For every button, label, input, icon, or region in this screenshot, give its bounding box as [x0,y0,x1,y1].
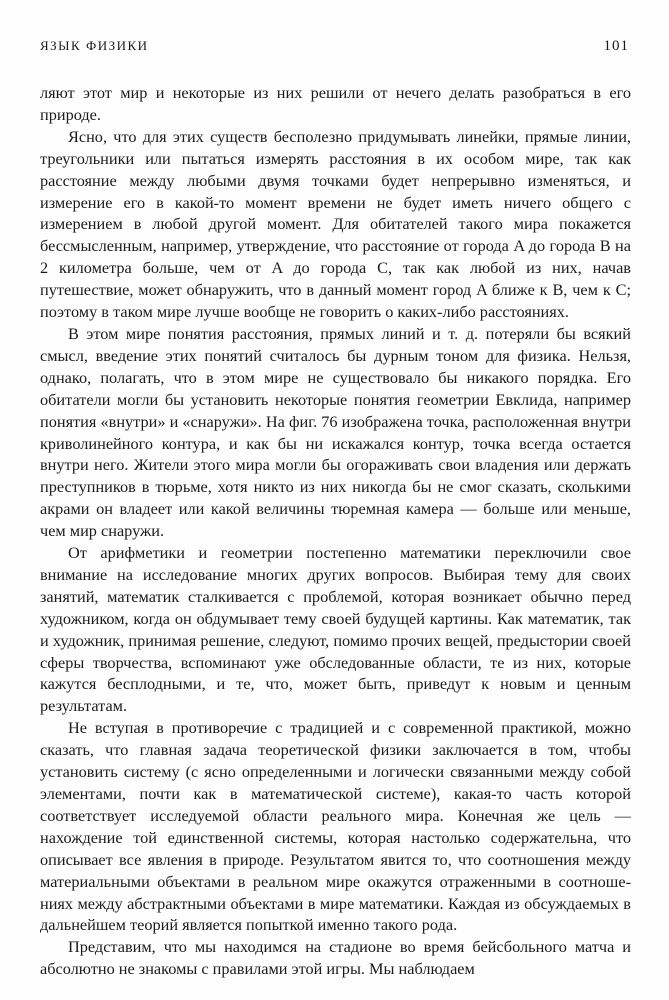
body-text [40,82,631,980]
running-title: ЯЗЫК ФИЗИКИ [40,38,149,53]
paragraph: От арифметики и геометрии постепенно математики переключили свое внимание на исследование многих других вопросов. Выбирая тему для своих занятий, математик сталкивается с проблемой, которая возникает обычно перед художником, когда он обдумывает тему своей будущей картины. Как математик, так и художник, принимая решение, следуют, помимо прочих вещей, предыстории своей сферы творчества, вспоминают уже обследованные области, те из них, которые кажутся бесплодными, и те, что, может быть, приведут к новым и ценным результатам. [40,543,631,716]
page-number: 101 [603,38,629,54]
running-head [40,38,631,68]
paragraph: Не вступая в противоречие с традицией и с современной практикой, можно сказать, что главная задача теоретической физики заключается в том, чтобы установить систему (с ясно определенными и логически связанными между собой элементами, почти как в математической системе), какая-то часть которой соответствует исследуемой области реального мира. Конечная же цель — нахождение той единственной системы, которая настолько содержательна, что описывает все явления в природе. Результатом явится то, что соотношения между материальными объектами в реальном мире окажутся отраженными в соотношениях между абстрактными объектами в мире математики. Каждая из обсуждаемых в дальнейшем теорий является попыткой именно такого рода. [40,718,631,935]
paragraph: В этом мире понятия расстояния, прямых линий и т. д. потеряли бы всякий смысл, введение этих понятий считалось бы дурным тоном для физика. Нельзя, однако, полагать, что в этом мире не существовало бы никакого порядка. Его обитатели могли бы установить некоторые понятия геометрии Евклида, например понятия «внутри» и «снаружи». На фиг. 76 изображена точка, расположенная внутри криволинейного контура, и как бы ни искажался контур, точка всегда остается внутри него. Жители этого мира могли бы огораживать свои владения или держать преступников в тюрьме, хотя никто из них никогда бы не смог сказать, сколькими акрами он владеет или какой величины тюремная камера — больше или меньше, чем мир снаружи. [40,323,631,541]
paragraph: Представим, что мы находимся на стадионе во время бейсбольного матча и абсолютно не знакомы с правилами этой игры. Мы наблюдаем [40,937,631,979]
paragraph-continuation: ляют этот мир и некоторые из них решили от нечего делать разобраться в его природе. [40,83,631,124]
paragraph: Ясно, что для этих существ бесполезно придумывать линейки, прямые линии, треугольники или пытаться измерять расстояния в их особом мире, так как расстояние между любыми двумя точками будет непрерывно изменяться, и измерение его в какой-то момент времени не будет иметь ничего общего с измерением в любой другой момент. Для обитателей такого мира покажется бессмысленным, например, утверждение, что расстояние от города A до города B на 2 километра больше, чем от A до города C, так как любой из них, начав путешествие, может обнаружить, что в данный момент город A ближе к B, чем к C; поэтому в таком мире лучше вообще не говорить о каких-либо расстояниях. [40,126,631,322]
